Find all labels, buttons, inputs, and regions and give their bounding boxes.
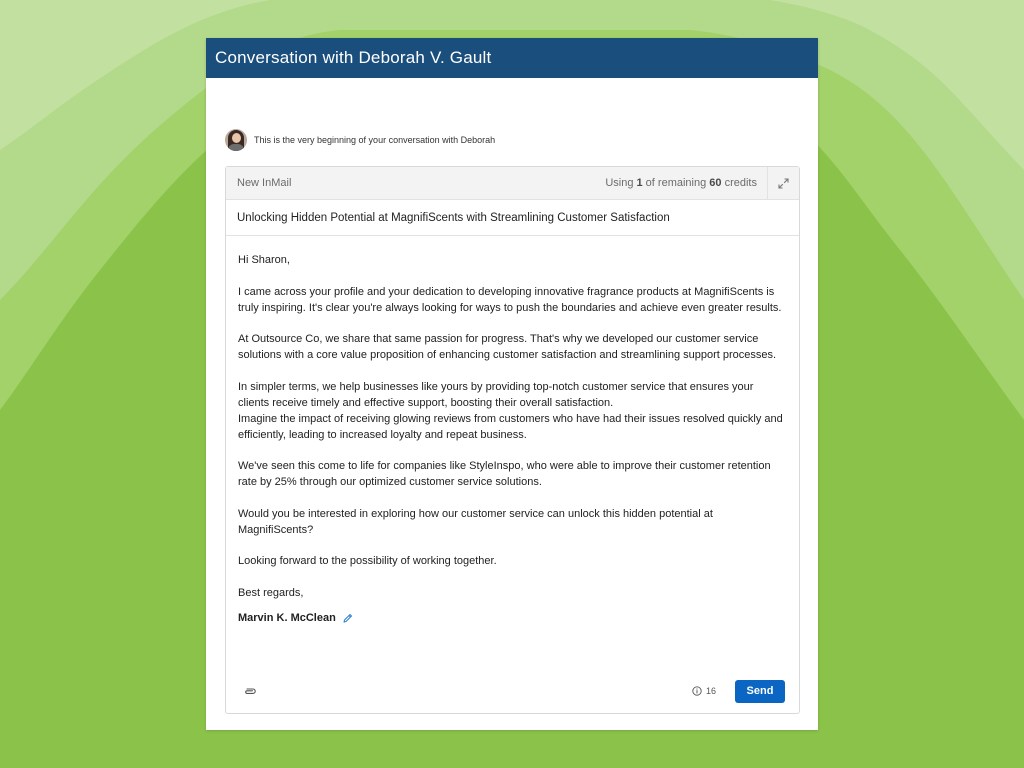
signature xyxy=(238,610,787,626)
composer-footer xyxy=(226,679,799,703)
subject-input[interactable] xyxy=(237,212,777,224)
message-paragraph: Would you be interested in exploring how our customer service can unlock this hidden potential at MagnifiScents? xyxy=(238,507,713,536)
message-paragraph: We've seen this come to life for companies like StyleInspo, who were able to improve their customer retention rate by 25% through our optimized customer service solutions. xyxy=(238,460,771,488)
message-paragraph: At Outsource Co, we share that same passion for progress. That's why we developed our customer service solutions with a core value proposition of enhancing customer satisfaction and streamlining support processes. xyxy=(238,333,777,361)
character-count: 16 xyxy=(705,686,716,696)
conversation-intro-text: This is the very beginning of your conversation with Deborah xyxy=(254,135,496,145)
message-greeting: Hi Sharon, xyxy=(238,254,290,266)
edit-signature-button[interactable] xyxy=(342,613,353,624)
avatar[interactable] xyxy=(225,129,247,151)
info-icon xyxy=(692,686,702,696)
signature-name: Marvin K. McClean xyxy=(238,612,336,624)
message-paragraph: I came across your profile and your dedication to developing innovative fragrance products at MagnifiScents is truly inspiring. It's clear you're always looking for ways to push the boundaries and achieve even greater results. xyxy=(238,285,782,314)
conversation-intro xyxy=(225,128,495,152)
window-title: Conversation with Deborah V. Gault xyxy=(206,38,818,78)
credits-remaining: 60 xyxy=(709,177,722,189)
message-closing: Best regards, xyxy=(238,586,304,599)
expand-button[interactable] xyxy=(767,167,799,199)
attach-button[interactable] xyxy=(243,686,257,696)
paperclip-icon xyxy=(243,686,257,696)
subject-field xyxy=(226,200,799,236)
message-body[interactable] xyxy=(226,236,799,626)
character-counter xyxy=(692,686,716,696)
inmail-composer xyxy=(225,166,800,714)
inmail-type-label: New InMail xyxy=(237,177,292,189)
expand-icon xyxy=(778,178,789,189)
composer-header xyxy=(226,167,799,200)
message-paragraph: In simpler terms, we help businesses like yours by providing top-notch customer service that ensures your clients receive timely and effective support, boosting their overall satisfaction. Imagine the impact of receiving glowing reviews from customers who have had their issues resolved quickly and efficiently, leading to increased loyalty and repeat business. xyxy=(238,380,783,441)
credits-counter: Using 1 of remaining 60 credits xyxy=(605,177,757,189)
credits-used: 1 xyxy=(636,177,643,189)
message-paragraph: Looking forward to the possibility of working together. xyxy=(238,555,497,567)
conversation-window xyxy=(206,38,818,730)
pencil-icon xyxy=(342,613,353,624)
send-button[interactable]: Send xyxy=(735,680,785,703)
